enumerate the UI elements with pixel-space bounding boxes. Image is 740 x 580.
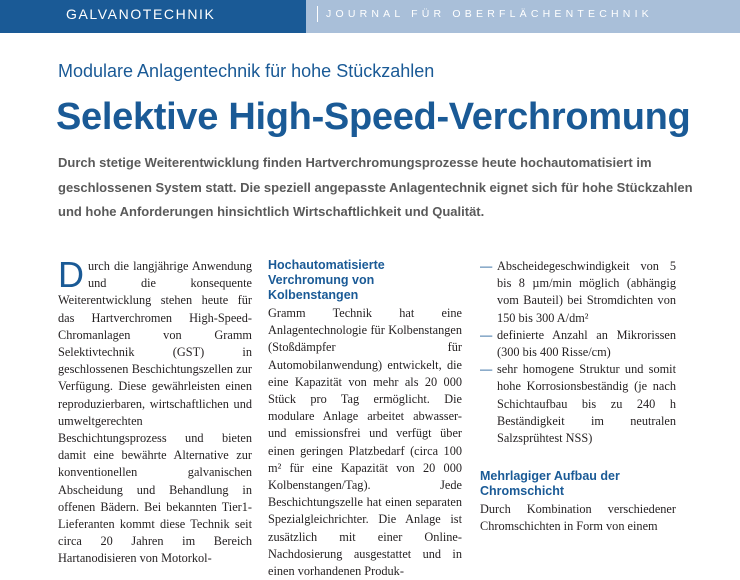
article-lead: Durch stetige Weiterentwicklung finden Hartverchromungsprozesse heute hochautomatisiert im geschlossenen System statt. Die speziell angepasste Anlagentechnik eignet sich für hohe Stückzahlen und hohe Anforderungen hinsichtlich Wirtschaftlichkeit und Qualität. bbox=[58, 155, 693, 219]
column-1 bbox=[58, 254, 252, 568]
journal-header-bar bbox=[0, 0, 740, 33]
article-headline: Selektive High-Speed-Verchromung bbox=[56, 96, 691, 138]
bullet-dash-icon: — bbox=[480, 362, 493, 377]
section-subhead: Hochautomatisierte Verchromung von Kolbenstangen bbox=[268, 258, 385, 302]
body-text: Gramm Technik hat eine Anlagentechnologie für Kolbenstangen (Stoßdämpfer für Automobilanwendung) entwickelt, die eine Kapazität von mehr als 20 000 Stück pro Tag ermöglicht. Die modulare Anlage arbeitet abwasser- und emissionsfrei und verfügt über einen geringen Platzbedarf (circa 100 m² für eine Kapazität von 20 000 Kolbenstangen/Tag). Jede Beschichtungszelle hat einen separaten Spezialgleichrichter. Die Anlage ist zusätzlich mit einer Online-Nachdosierung ausgestattet und in einen vorhandenen Produk- bbox=[268, 306, 462, 579]
bullet-dash-icon: — bbox=[480, 327, 493, 342]
body-text: urch die langjährige Anwendung und die konsequente Weiterentwicklung stehen heute für das Hartverchromen High-Speed-Chromanlagen von Gramm Selektivtechnik (GST) in geschlossenen Beschichtungszellen zur Verfügung. Diese gewährleisten einen reproduzierbaren, wirtschaftlichen und umweltgerechten Beschichtungsprozess und bieten damit eine bewährte Alternative zur konventionellen galvanischen Abscheidung und Behandlung in offenen Bädern. Bei bekannten Tier1-Lieferanten kommt diese Technik seit circa 20 Jahren im Bereich Hartanodisieren von Motorkol- bbox=[58, 259, 252, 566]
list-item: — definierte Anzahl an Mikrorissen (300 bis 400 Risse/cm) bbox=[480, 327, 676, 360]
journal-name: JOURNAL FÜR OBERFLÄCHENTECHNIK bbox=[326, 8, 653, 20]
body-text: Durch Kombination verschiedener Chromschichten in Form von einem bbox=[480, 502, 676, 534]
feature-list bbox=[480, 258, 676, 447]
section-title: GALVANOTECHNIK bbox=[66, 6, 216, 22]
column-2 bbox=[268, 258, 462, 580]
bullet-dash-icon: — bbox=[480, 259, 493, 273]
list-item: — sehr homogene Struktur und somit hohe Korrosionsbeständig (je nach Schichtaufbau bis zu 240 h Beständigkeit im neutralen Salzsprühtest NSS) bbox=[480, 362, 676, 446]
body-paragraph bbox=[58, 254, 252, 568]
list-item: — Abscheidegeschwindigkeit von 5 bis 8 µm/min möglich (abhängig vom Bauteil) bei Stromdichten von 150 bis 300 A/dm² bbox=[480, 259, 676, 325]
section-subhead: Mehrlagiger Aufbau der Chromschicht bbox=[480, 469, 620, 499]
article-kicker: Modulare Anlagentechnik für hohe Stückzahlen bbox=[58, 61, 435, 81]
drop-cap: D bbox=[58, 254, 84, 295]
column-3 bbox=[480, 258, 676, 536]
